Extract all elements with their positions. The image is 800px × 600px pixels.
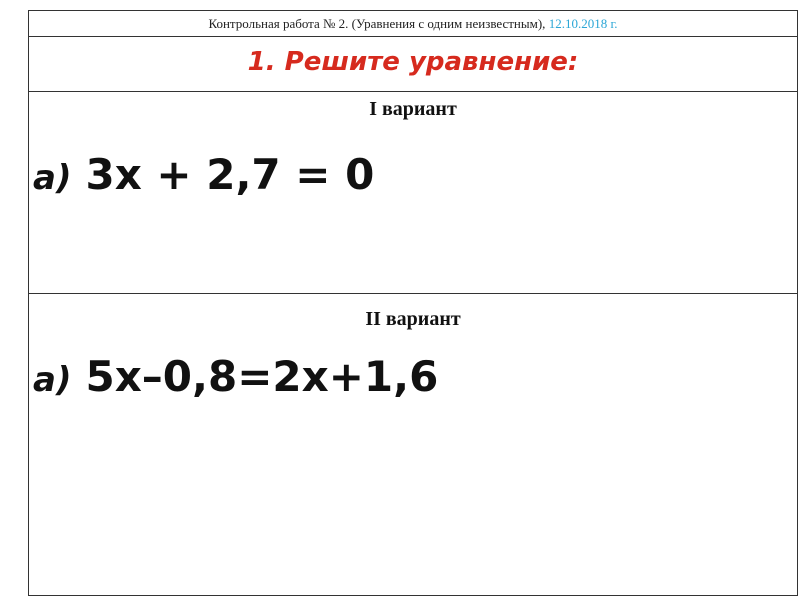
header-row bbox=[29, 11, 797, 37]
variant-1-label: а) bbox=[33, 158, 72, 198]
variant-1-equation-text: 3х + 2,7 = 0 bbox=[85, 150, 375, 199]
header-title: Контрольная работа № 2. (Уравнения с одним неизвестным), bbox=[208, 16, 546, 31]
variant-2-equation bbox=[33, 352, 438, 401]
variant-2-equation-text: 5х–0,8=2х+1,6 bbox=[85, 352, 439, 401]
task-title: 1. Решите уравнение: bbox=[247, 47, 579, 77]
variant-2-section bbox=[29, 294, 797, 595]
task-row bbox=[29, 37, 797, 92]
variant-1-equation bbox=[33, 150, 374, 199]
variant-1-title: I вариант bbox=[369, 98, 457, 120]
test-sheet bbox=[28, 10, 798, 596]
variant-2-title: II вариант bbox=[365, 308, 461, 330]
header-date: 12.10.2018 г. bbox=[548, 16, 618, 31]
variant-2-label: а) bbox=[33, 360, 72, 400]
variant-1-section bbox=[29, 92, 797, 294]
